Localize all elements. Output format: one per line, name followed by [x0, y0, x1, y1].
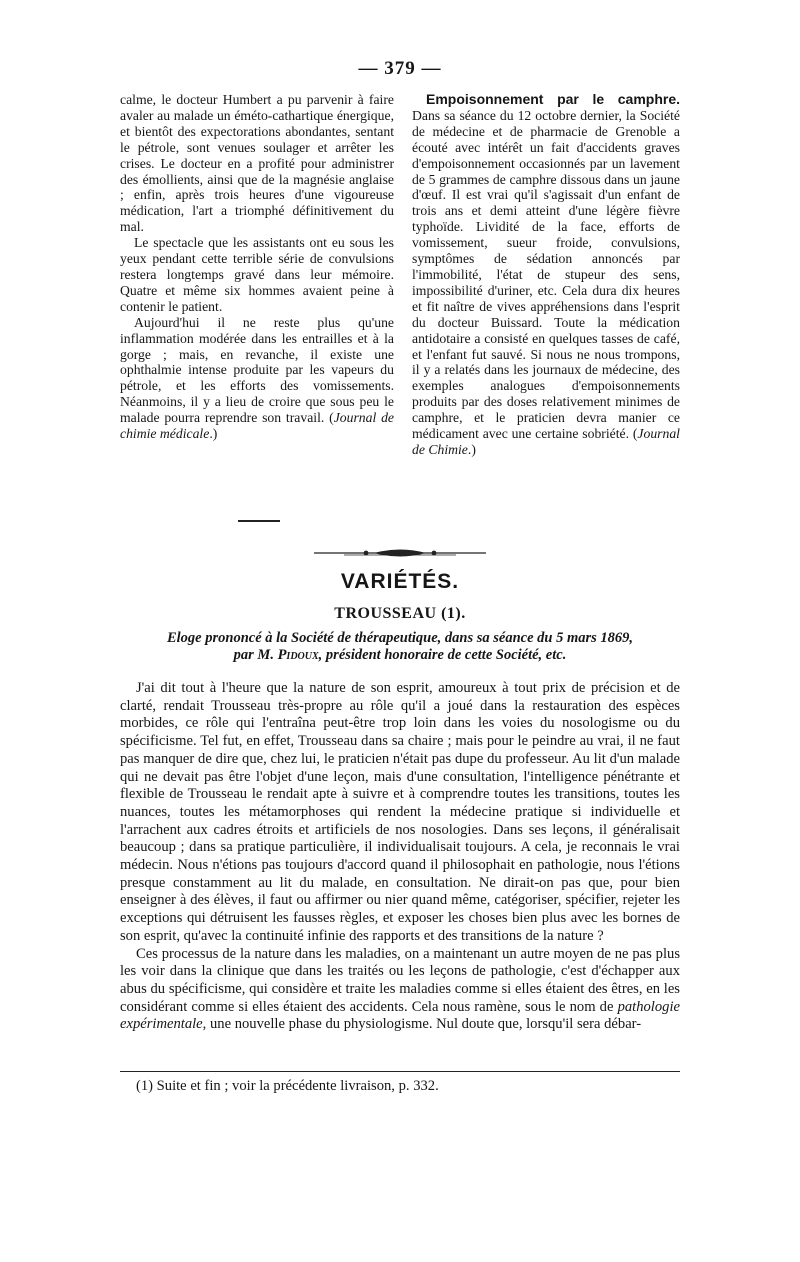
right-column [412, 92, 680, 458]
page-number: — 379 — [358, 58, 442, 79]
left-paragraph-3-text: Aujourd'hui il ne reste plus qu'une inflammation modérée dans les entrailles et à la gorge ; mais, en revanche, il existe une ophthalmie intense produite par les vapeurs du pétrole, et les efforts des vomissements. Néanmoins, il y a lieu de croire que sous peu le malade pourra reprendre son travail. ( [120, 314, 394, 426]
article-paragraph-1: J'ai dit tout à l'heure que la nature de son esprit, amoureux à tout prix de précision et de clarté, rendait Trousseau très-propre au rôle qu'il a joué dans la restauration des espèces morbides, ce rôle qui l'entraîna peut-être trop loin dans les voies du nosologisme ou du spécificisme. Tel fut, en effet, Trousseau dans sa chaire ; mais pour le peindre au vrai, il ne faut pas manquer de dire que, chez lui, le praticien n'était pas dupe du professeur. Au lit d'un malade qui ne devait pas être l'objet d'une leçon, mais d'une consultation, l'intelligence pénétrante et flexible de Trousseau le rendait apte à suivre et à comprendre toutes les transitions, toutes les nuances, toutes les métamorphoses qui rendent la médecine pratique si individuelle et l'arrachent aux cadres étroits et artificiels de nos nosologies. Dans ses leçons, il généralisait beaucoup ; dans sa pratique particulière, il individualisait toujours. A cela, je reconnais le vrai médecin. Nous n'étions pas toujours d'accord quand il philosophait en pathologie, nous l'étions presque constamment au lit du malade, en consultation. Ne dirait-on pas que, pour bien enseigner à des élèves, il faut ou affirmer ou nier quand même, catégoriser, spécifier, rejeter les exceptions qui détruisent les fausses règles, et exposer les choses bien plus avec les bornes de son esprit, qu'avec la continuité infinie des rapports et des transitions de la nature ? [120, 680, 680, 944]
left-paragraph-3 [120, 315, 394, 442]
left-paragraph-1: calme, le docteur Humbert a pu parvenir à faire avaler au malade un éméto-cathartique énergique, et bientôt des expectorations abondantes, sentant le pétrole, sont venues soulager et arrêter les crises. Le docteur en a profité pour administrer des émollients, ainsi que de la magnésie anglaise ; enfin, après trois heures d'une vigoureuse médication, l'art a triomphé définitivement du mal. [120, 92, 394, 235]
right-source-citation: Journal de Chimie [412, 426, 680, 457]
section-title: VARIÉTÉS. [340, 570, 460, 593]
footnote-rule [120, 1071, 680, 1072]
subtitle-author: Pidoux [277, 647, 319, 663]
ornament-divider [314, 546, 486, 560]
subtitle-rest: , président honoraire de cette Société, etc. [318, 647, 567, 663]
article-italic-term: pathologie expérimentale [120, 998, 680, 1033]
left-column [120, 92, 394, 442]
left-paragraph-2: Le spectacle que les assistants ont eu sous les yeux pendant cette terrible série de convulsions restera longtemps gravé dans leur mémoire. Quatre et même six hommes avaient peine à contenir le patient. [120, 235, 394, 314]
left-paragraph-3-end: .) [209, 426, 218, 442]
right-paragraph-text: Dans sa séance du 12 octobre dernier, la Société de médecine et de pharmacie de Grenoble a écouté avec intérêt un fait d'accidents graves d'empoisonnement occasionnés par un lavement de 5 grammes de camphre dissous dans un jaune d'œuf. Il est vrai qu'il s'agissait d'un enfant de trois ans et demi atteint d'une légère fièvre typhoïde. Lividité de la face, efforts de vomissement, sueur froide, convulsions, symptômes de sédation annoncés par l'immobilité, l'état de stupeur des sens, impossibilité d'uriner, etc. Cela dura dix heures et fit naître de vives appréhensions dans l'esprit du docteur Buissard. Toute la médication antidotaire a consisté en quelques tasses de café, et l'enfant fut sauvé. Si nous ne nous trompons, il y a relatés dans les journaux de médecine, des exemples analogues d'empoisonnements produits par des doses relativement minimes de camphre, et le praticien devra manier ce médicament avec une certaine sobriété. ( [412, 107, 680, 442]
article-title: TROUSSEAU (1). [334, 605, 466, 622]
right-paragraph [412, 92, 680, 458]
article-body [120, 680, 680, 1034]
subtitle-line-2 [120, 647, 680, 664]
article-subtitle [120, 630, 680, 664]
footnote: (1) Suite et fin ; voir la précédente livraison, p. 332. [136, 1078, 439, 1094]
article-paragraph-2 [120, 946, 680, 1035]
subtitle-par: par M. [233, 647, 278, 663]
short-rule [238, 520, 280, 522]
right-paragraph-end: .) [467, 441, 476, 457]
article-paragraph-2-end: , une nouvelle phase du physiologisme. Nul doute que, lorsqu'il sera débar- [202, 1016, 642, 1033]
subtitle-line-1: Eloge prononcé à la Société de thérapeutique, dans sa séance du 5 mars 1869, [166, 630, 634, 646]
article-paragraph-2-text: Ces processus de la nature dans les maladies, on a maintenant un autre moyen de ne pas plus les voir dans la clinique que dans les traités ou les leçons de pathologie, c'est d'échapper aux abus du spécificisme, qui considère et traite les maladies comme si elles étaient des êtres, en les considérant comme si elles étaient des accidents. Cela nous ramène, sous le nom de [120, 945, 680, 1015]
left-source-citation: Journal de chimie médicale [120, 410, 394, 442]
camphor-heading: Empoisonnement par le camphre. [426, 91, 680, 107]
